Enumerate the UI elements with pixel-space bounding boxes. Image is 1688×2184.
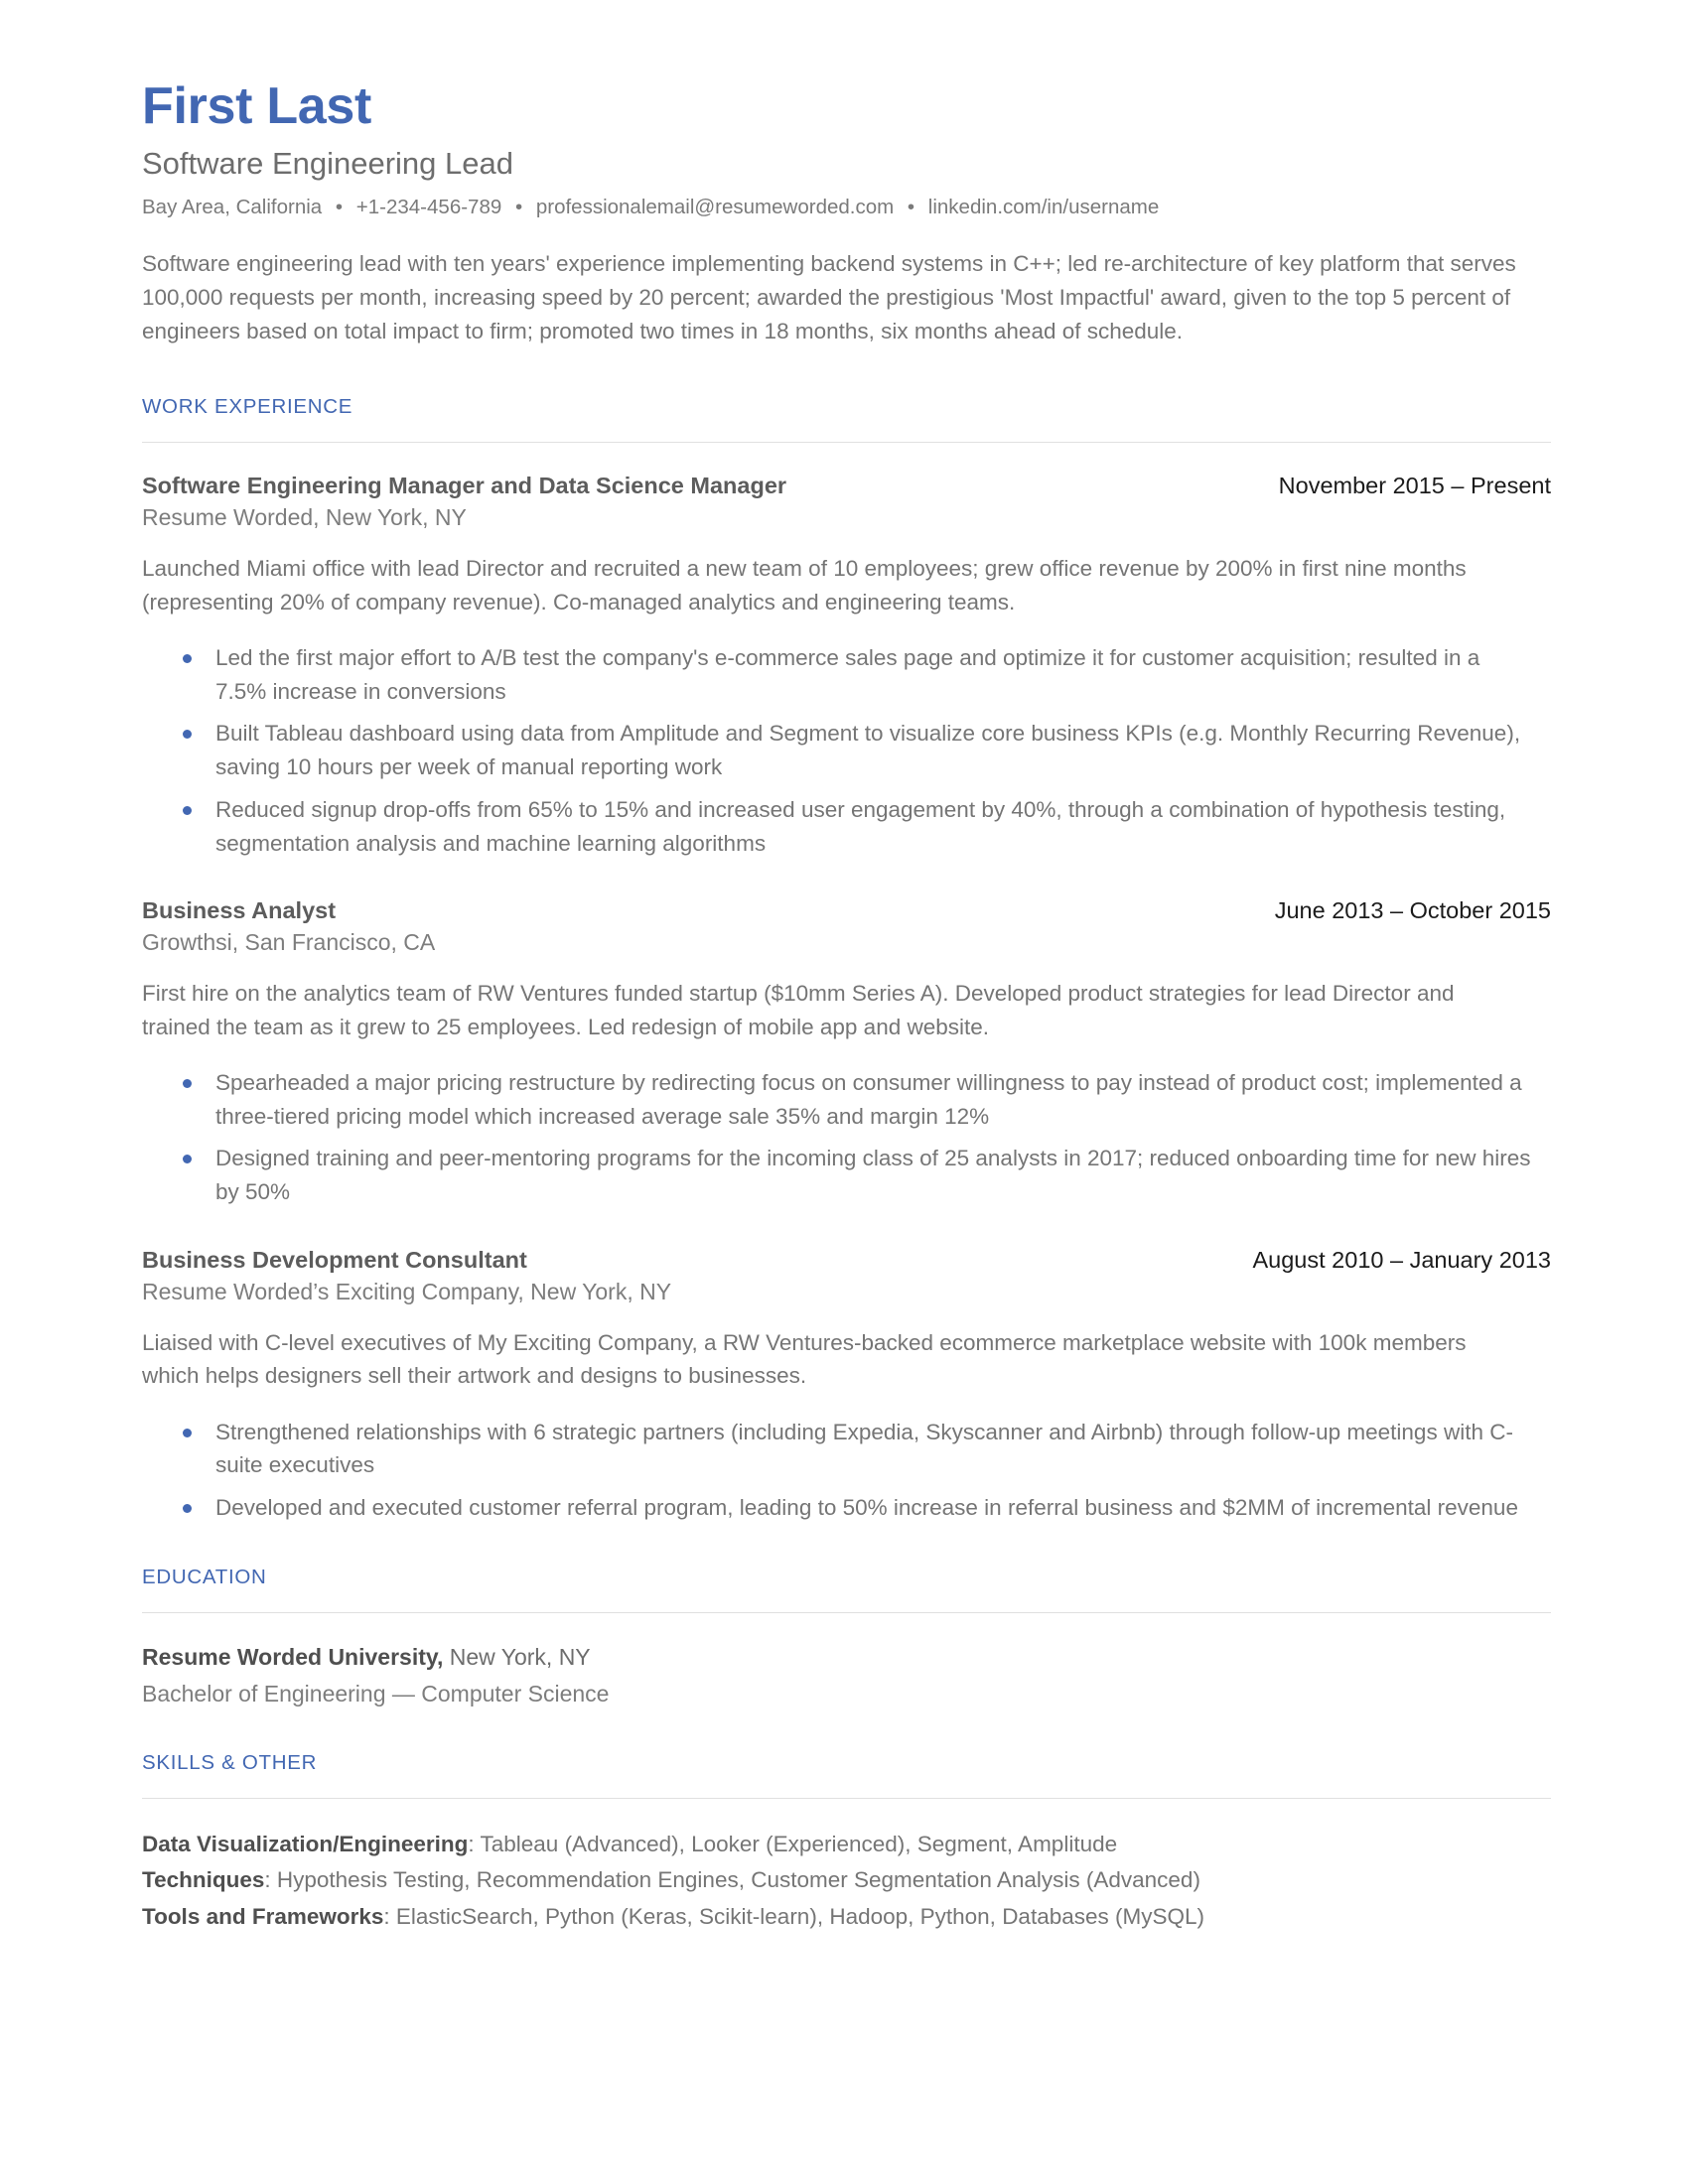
job-description: Liaised with C-level executives of My Exciting Company, a RW Ventures-backed ecommerce marketplace website with 100k members which helps designers sell their artwork and designs to businesses. [142, 1329, 1467, 1389]
skills-list [142, 1829, 1551, 1934]
job-bullet-list [142, 1416, 1551, 1525]
bullet-dot-icon [183, 806, 192, 815]
job-bullet [142, 717, 1536, 784]
education-degree: Bachelor of Engineering — Computer Science [142, 1680, 610, 1706]
job-company-location: Resume Worded’s Exciting Company, New York, NY [142, 1279, 672, 1305]
job-bullet [142, 1142, 1536, 1209]
bullet-dot-icon [183, 1155, 192, 1163]
contact-separator-icon: • [907, 195, 915, 218]
job-bullet [142, 1066, 1536, 1134]
job-bullet-text: Led the first major effort to A/B test the company's e-commerce sales page and optimize it for customer acquisition; resulted in a 7.5% increase in conversions [215, 644, 1480, 704]
section-divider [142, 1798, 1551, 1799]
job-bullet-text: Built Tableau dashboard using data from Amplitude and Segment to visualize core business KPIs (e.g. Monthly Recurring Revenue), saving 10 hours per week of manual reporting work [215, 721, 1521, 779]
skill-line [142, 1901, 1551, 1934]
job-entry [142, 1246, 1551, 1525]
skill-category-label: Data Visualization/Engineering [142, 1831, 469, 1856]
section-heading-work-experience: WORK EXPERIENCE [142, 395, 353, 419]
contact-linkedin[interactable]: linkedin.com/in/username [927, 195, 1160, 218]
section-heading-skills: SKILLS & OTHER [142, 1750, 318, 1774]
section-heading-education: EDUCATION [142, 1565, 267, 1588]
section-divider [142, 1612, 1551, 1613]
job-bullet [142, 641, 1536, 709]
job-date-range: August 2010 – January 2013 [1252, 1246, 1551, 1273]
job-bullet-text: Designed training and peer-mentoring programs for the incoming class of 25 analysts in 2017; reduced onboarding time for new hires by 50% [215, 1146, 1531, 1205]
skill-line [142, 1829, 1551, 1861]
job-header-row [142, 1246, 1551, 1274]
job-date-range: June 2013 – October 2015 [1274, 897, 1551, 924]
bullet-dot-icon [183, 1504, 192, 1513]
job-description: First hire on the analytics team of RW Ventures funded startup ($10mm Series A). Developed product strategies for lead Director and trained the team as it grew to 25 employees. Led redesign of mobile app and website. [142, 980, 1455, 1039]
job-header-row [142, 472, 1551, 499]
bullet-dot-icon [183, 654, 192, 663]
bullet-dot-icon [183, 1429, 192, 1437]
skill-category-value: : Tableau (Advanced), Looker (Experienced), Segment, Amplitude [468, 1831, 1118, 1856]
job-bullet-list [142, 1066, 1551, 1209]
job-bullet-list [142, 641, 1551, 861]
job-bullet-text: Reduced signup drop-offs from 65% to 15% and increased user engagement by 40%, through a combination of hypothesis testing, segmentation analysis and machine learning algorithms [215, 796, 1506, 856]
contact-separator-icon: • [514, 195, 523, 218]
candidate-title: Software Engineering Lead [142, 146, 513, 182]
contact-line [142, 195, 1551, 221]
education-entry [142, 1643, 1551, 1709]
education-school-location: New York, NY [443, 1643, 591, 1670]
work-experience-section [142, 395, 1551, 1525]
contact-phone[interactable]: +1-234-456-789 [355, 195, 502, 218]
job-bullet [142, 1416, 1536, 1483]
job-bullet-text: Spearheaded a major pricing restructure by redirecting focus on consumer willingness to pay instead of product cost; implemented a three-tiered pricing model which increased average sale 35% and margin 12% [215, 1069, 1522, 1129]
skill-category-label: Techniques [142, 1867, 265, 1893]
candidate-name: First Last [142, 77, 372, 135]
job-bullet [142, 793, 1536, 861]
job-entry [142, 896, 1551, 1209]
skill-category-value: : ElasticSearch, Python (Keras, Scikit-learn), Hadoop, Python, Databases (MySQL) [383, 1903, 1205, 1929]
job-date-range: November 2015 – Present [1278, 473, 1551, 499]
job-company-location: Resume Worded, New York, NY [142, 504, 467, 531]
skill-line [142, 1864, 1551, 1897]
resume-header [142, 79, 1551, 348]
job-bullet-text: Strengthened relationships with 6 strategic partners (including Expedia, Skyscanner and Airbnb) through follow-up meetings with C-suite executives [215, 1419, 1513, 1478]
job-entry [142, 472, 1551, 860]
job-bullet-text: Developed and executed customer referral program, leading to 50% increase in referral business and $2MM of incremental revenue [215, 1495, 1518, 1520]
job-header-row [142, 896, 1551, 924]
job-title: Business Development Consultant [142, 1246, 527, 1273]
bullet-dot-icon [183, 1079, 192, 1088]
skills-section [142, 1751, 1551, 1934]
education-school-name: Resume Worded University, [142, 1643, 444, 1670]
contact-separator-icon: • [335, 195, 344, 218]
skill-category-label: Tools and Frameworks [142, 1903, 384, 1929]
job-description: Launched Miami office with lead Director and recruited a new team of 10 employees; grew office revenue by 200% in first nine months (representing 20% of company revenue). Co-managed analytics and engineering teams. [142, 555, 1467, 614]
professional-summary: Software engineering lead with ten years' experience implementing backend systems in C++; led re-architecture of key platform that serves 100,000 requests per month, increasing speed by 20 percent; awarded the prestigious 'Most Impactful' award, given to the top 5 percent of engineers based on total impact to firm; promoted two times in 18 months, six months ahead of schedule. [142, 250, 1516, 343]
education-school-line [142, 1643, 1551, 1673]
job-bullet [142, 1491, 1536, 1525]
job-title: Software Engineering Manager and Data Science Manager [142, 473, 787, 499]
skill-category-value: : Hypothesis Testing, Recommendation Engines, Customer Segmentation Analysis (Advanced) [264, 1867, 1200, 1893]
section-divider [142, 442, 1551, 443]
job-title: Business Analyst [142, 897, 337, 924]
education-section [142, 1566, 1551, 1709]
contact-email[interactable]: professionalemail@resumeworded.com [535, 195, 895, 218]
job-company-location: Growthsi, San Francisco, CA [142, 929, 436, 956]
bullet-dot-icon [183, 730, 192, 739]
contact-location: Bay Area, California [142, 195, 323, 218]
